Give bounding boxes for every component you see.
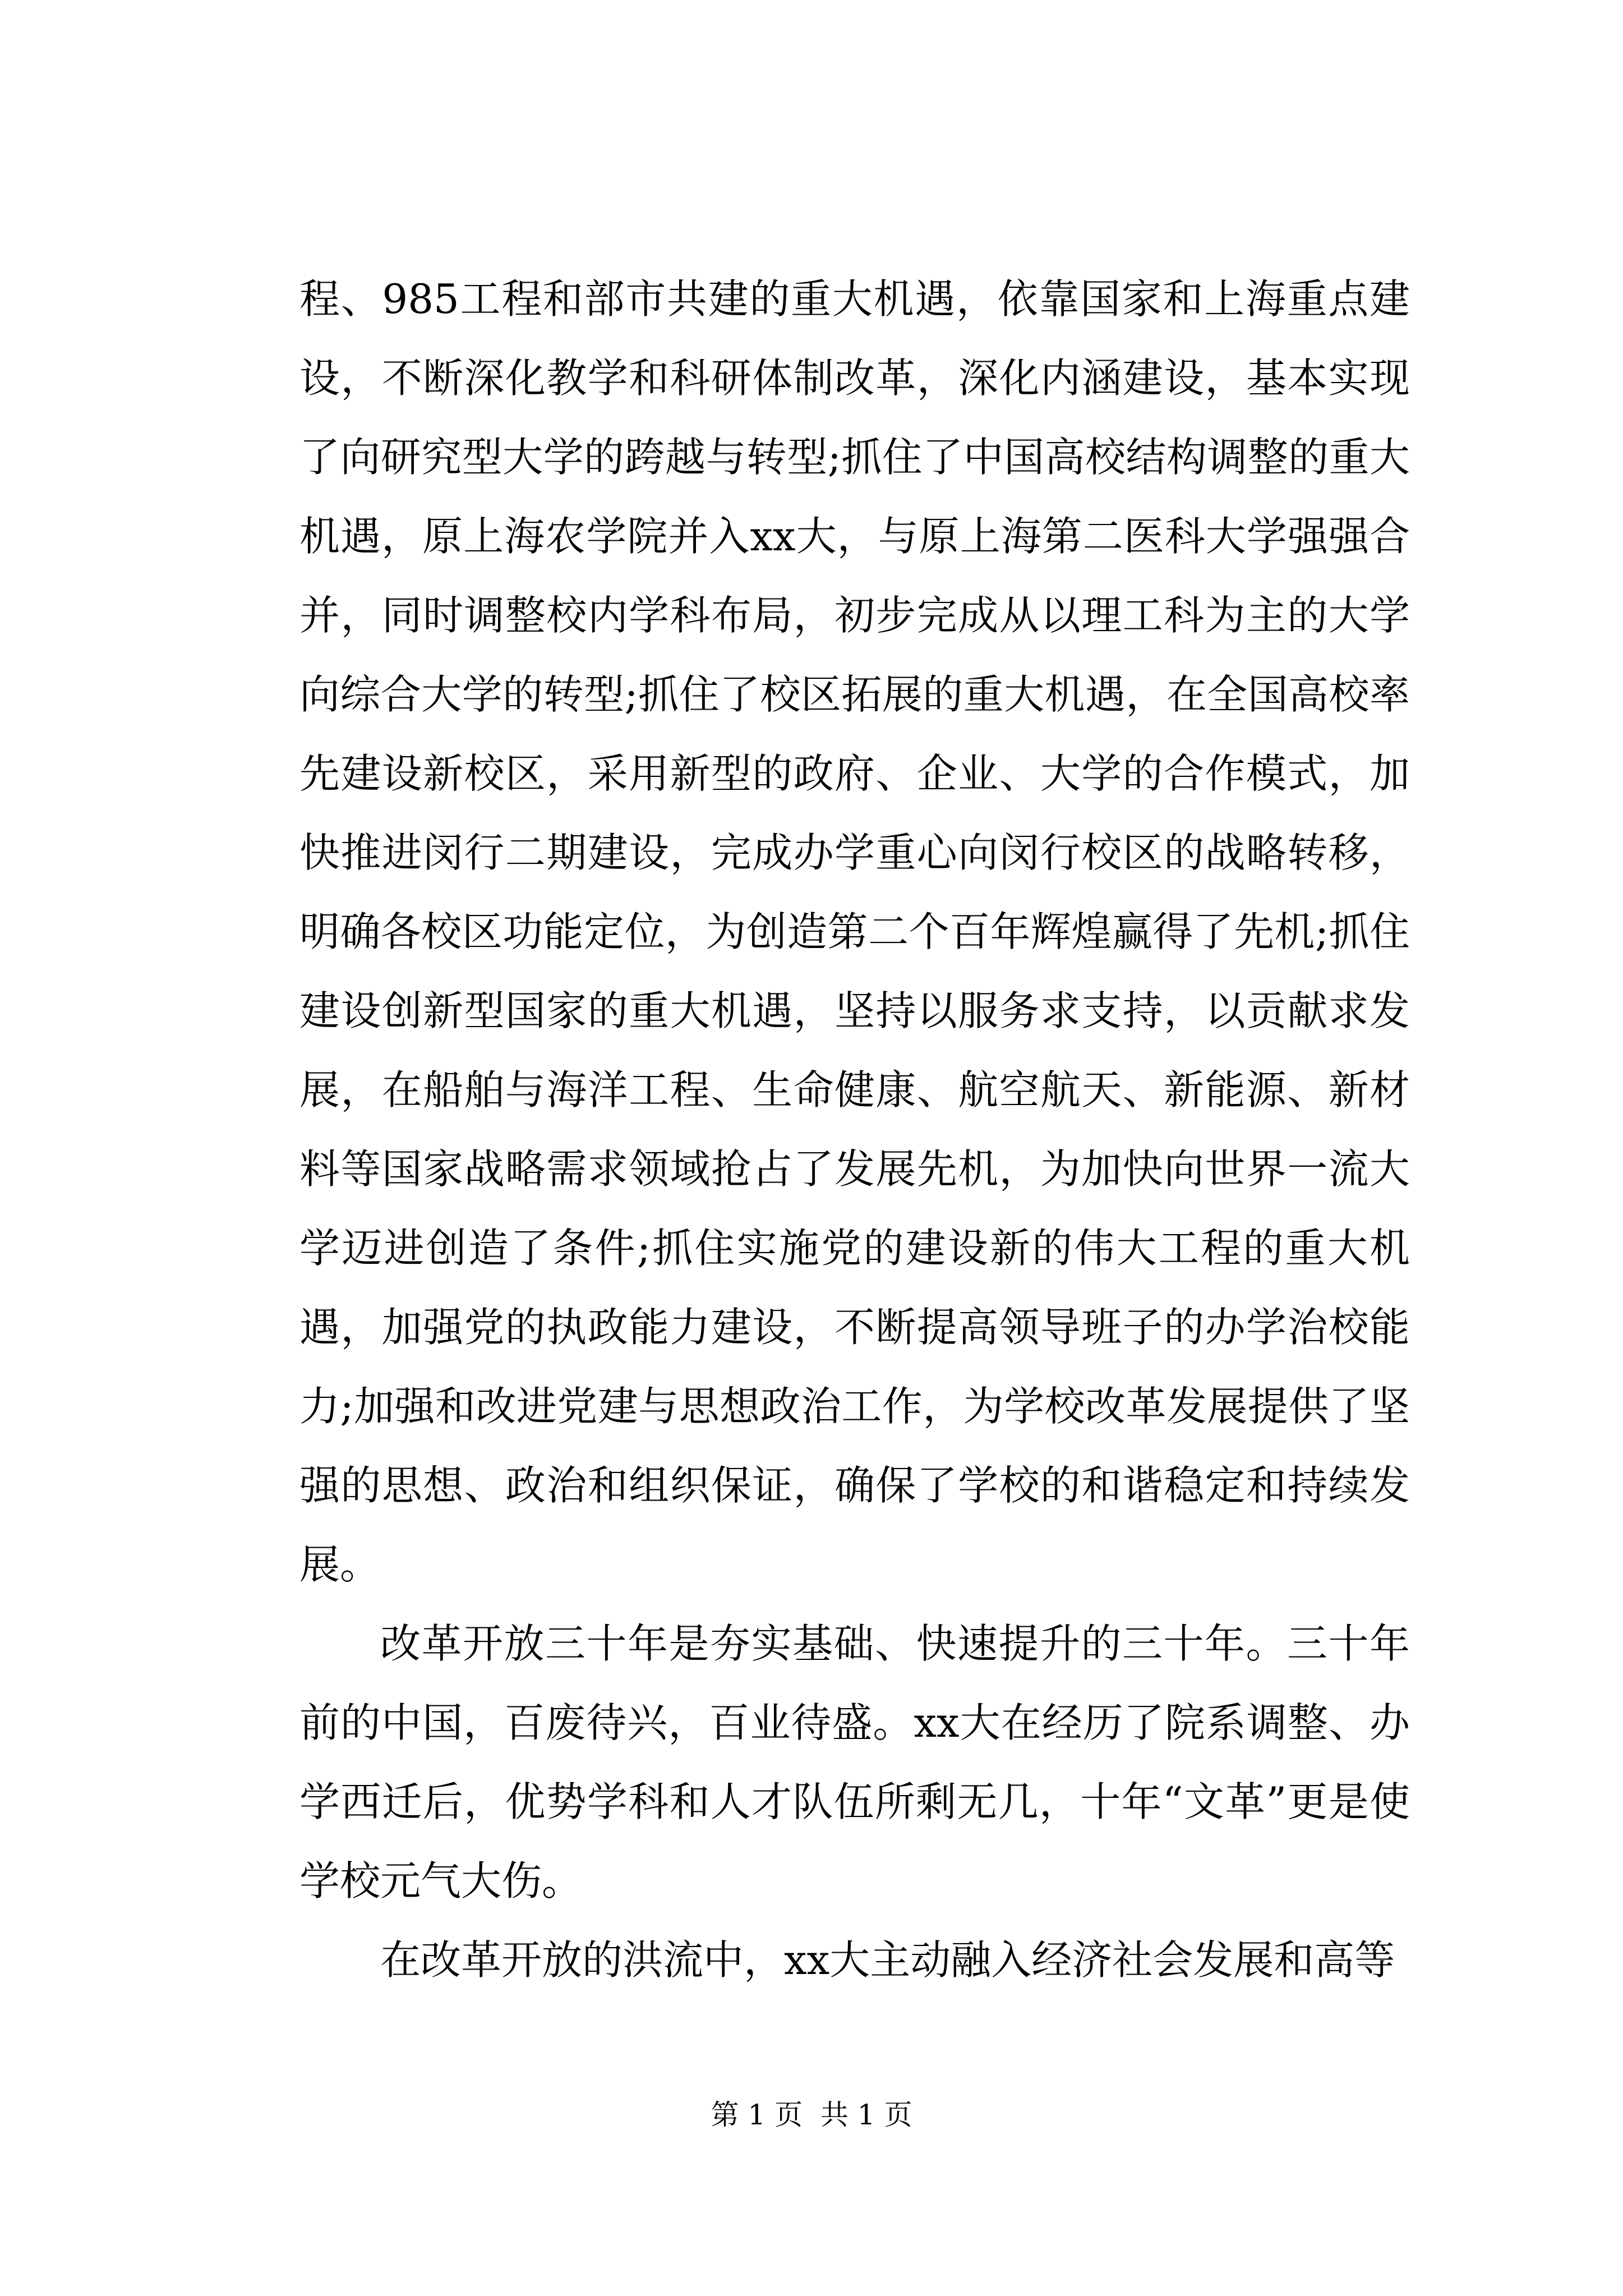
document-body [299, 260, 1410, 2000]
paragraph-3: 在改革开放的洪流中，xx大主动融入经济社会发展和高等 [380, 1936, 1395, 1984]
page-footer: 第 1 页 共 1 页 [711, 2099, 912, 2131]
paragraph-2: 改革开放三十年是夯实基础、快速提升的三十年。三十年前的中国，百废待兴，百业待盛。xx大在经历了院系调整、办学西迁后，优势学科和人才队伍所剩无几，十年“文革”更是使学校元气大伤。 [299, 1620, 1410, 1904]
paragraph-1: 程、985工程和部市共建的重大机遇，依靠国家和上海重点建设，不断深化教学和科研体制改革，深化内涵建设，基本实现了向研究型大学的跨越与转型;抓住了中国高校结构调整的重大机遇，原上海农学院并入xx大，与原上海第二医科大学强强合并，同时调整校内学科布局，初步完成从以理工科为主的大学向综合大学的转型;抓住了校区拓展的重大机遇，在全国高校率先建设新校区，采用新型的政府、企业、大学的合作模式，加快推进闵行二期建设，完成办学重心向闵行校区的战略转移，明确各校区功能定位，为创造第二个百年辉煌赢得了先机;抓住建设创新型国家的重大机遇，坚持以服务求支持，以贡献求发展，在船舶与海洋工程、生命健康、航空航天、新能源、新材料等国家战略需求领域抢占了发展先机，为加快向世界一流大学迈进创造了条件;抓住实施党的建设新的伟大工程的重大机遇，加强党的执政能力建设，不断提高领导班子的办学治校能力;加强和改进党建与思想政治工作，为学校改革发展提供了坚强的思想、政治和组织保证，确保了学校的和谐稳定和持续发展。 [299, 275, 1410, 1588]
